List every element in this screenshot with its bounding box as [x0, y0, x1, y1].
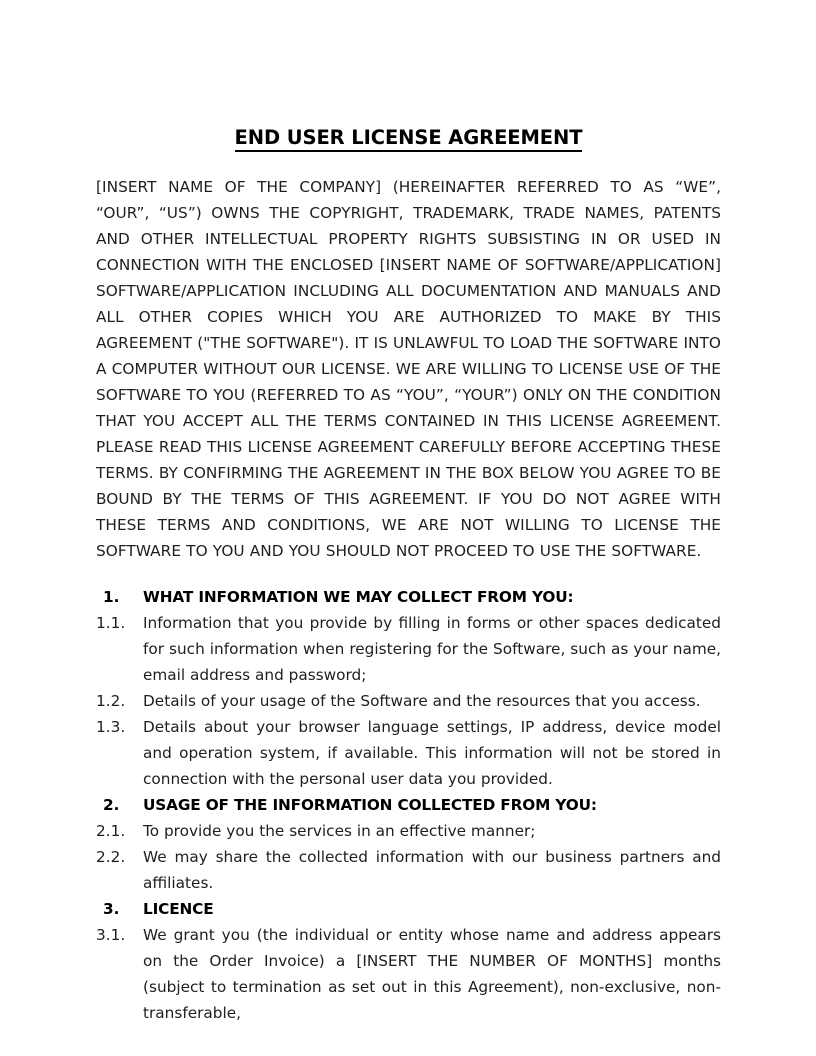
clause-item: [96, 844, 721, 896]
clause-text: We grant you (the individual or entity whose name and address appears on the Order Invoice) a [INSERT THE NUMBER OF MONTHS] months (subject to termination as set out in this Agreement), non-exclusive, non-transferable,: [143, 926, 721, 1023]
clause-number: 2.2.: [96, 848, 126, 867]
clause-number: 3.: [103, 900, 120, 919]
page-title-text: END USER LICENSE AGREEMENT: [235, 126, 583, 152]
intro-paragraph: [INSERT NAME OF THE COMPANY] (HEREINAFTER REFERRED TO AS “WE”, “OUR”, “US”) OWNS THE COPYRIGHT, TRADEMARK, TRADE NAMES, PATENTS AND OTHER INTELLECTUAL PROPERTY RIGHTS SUBSISTING IN OR USED IN CONNECTION WITH THE ENCLOSED [INSERT NAME OF SOFTWARE/APPLICATION] SOFTWARE/APPLICATION INCLUDING ALL DOCUMENTATION AND MANUALS AND ALL OTHER COPIES WHICH YOU ARE AUTHORIZED TO MAKE BY THIS AGREEMENT ("THE SOFTWARE"). IT IS UNLAWFUL TO LOAD THE SOFTWARE INTO A COMPUTER WITHOUT OUR LICENSE. WE ARE WILLING TO LICENSE USE OF THE SOFTWARE TO YOU (REFERRED TO AS “YOU”, “YOUR”) ONLY ON THE CONDITION THAT YOU ACCEPT ALL THE TERMS CONTAINED IN THIS LICENSE AGREEMENT. PLEASE READ THIS LICENSE AGREEMENT CAREFULLY BEFORE ACCEPTING THESE TERMS. BY CONFIRMING THE AGREEMENT IN THE BOX BELOW YOU AGREE TO BE BOUND BY THE TERMS OF THIS AGREEMENT. IF YOU DO NOT AGREE WITH THESE TERMS AND CONDITIONS, WE ARE NOT WILLING TO LICENSE THE SOFTWARE TO YOU AND YOU SHOULD NOT PROCEED TO USE THE SOFTWARE.: [96, 178, 721, 561]
clause-text: WHAT INFORMATION WE MAY COLLECT FROM YOU:: [143, 588, 574, 607]
clause-heading: [96, 584, 721, 610]
clause-text: USAGE OF THE INFORMATION COLLECTED FROM YOU:: [143, 796, 597, 815]
clause-item: [96, 688, 721, 714]
clause-list: [96, 584, 721, 1026]
clause-text: To provide you the services in an effective manner;: [143, 822, 536, 841]
document-content: [96, 126, 721, 1026]
clause-number: 2.: [103, 796, 120, 815]
clause-number: 1.1.: [96, 614, 126, 633]
clause-text: Details of your usage of the Software and the resources that you access.: [143, 692, 701, 711]
clause-heading: [96, 896, 721, 922]
clause-number: 1.: [103, 588, 120, 607]
clause-text: We may share the collected information with our business partners and affiliates.: [143, 848, 721, 893]
clause-item: [96, 610, 721, 688]
clause-item: [96, 818, 721, 844]
clause-number: 2.1.: [96, 822, 126, 841]
clause-text: LICENCE: [143, 900, 214, 919]
page-title: [96, 126, 721, 152]
clause-number: 1.2.: [96, 692, 126, 711]
clause-text: Information that you provide by filling in forms or other spaces dedicated for such information when registering for the Software, such as your name, email address and password;: [143, 614, 721, 685]
clause-text: Details about your browser language settings, IP address, device model and operation system, if available. This information will not be stored in connection with the personal user data you provided.: [143, 718, 721, 789]
clause-item: [96, 714, 721, 792]
clause-heading: [96, 792, 721, 818]
clause-number: 3.1.: [96, 926, 126, 945]
clause-number: 1.3.: [96, 718, 126, 737]
clause-item: [96, 922, 721, 1026]
